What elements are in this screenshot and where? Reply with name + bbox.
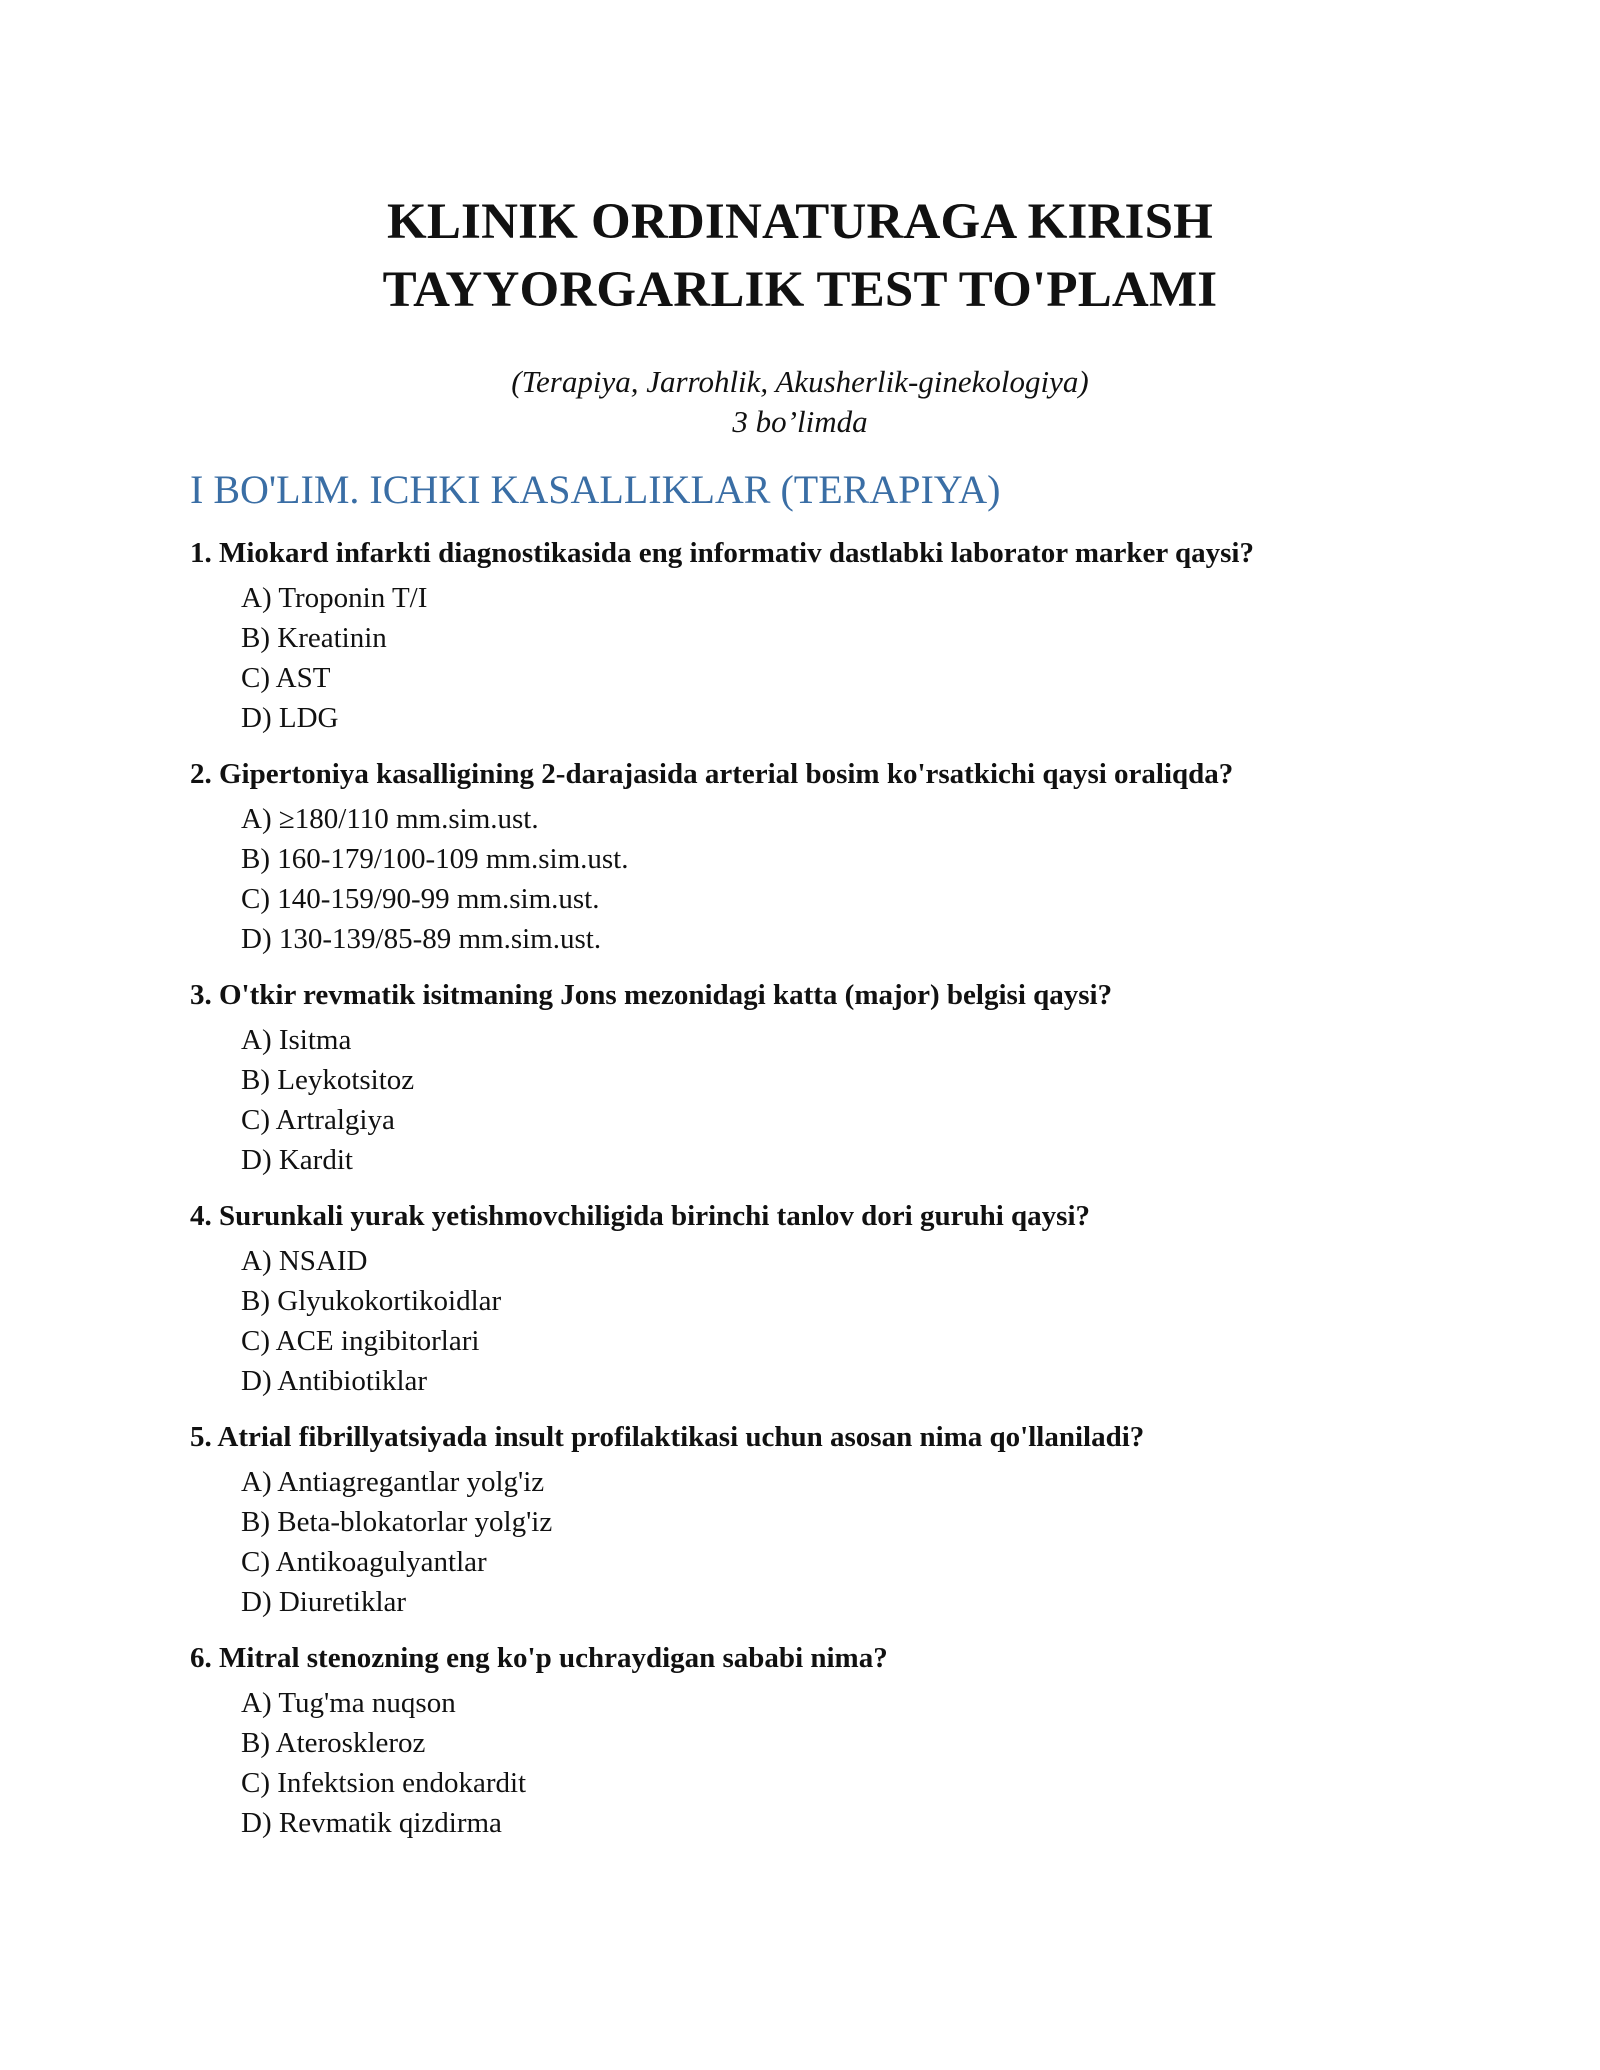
option-c: C) Infektsion endokardit	[241, 1767, 527, 1799]
question-text: 6. Mitral stenozning eng ko'p uchraydigan sababi nima?	[190, 1642, 888, 1674]
option-a: A) ≥180/110 mm.sim.ust.	[241, 803, 539, 835]
option-b: B) Kreatinin	[241, 622, 387, 654]
document-subtitle	[0, 362, 1600, 442]
question-text: 3. O'tkir revmatik isitmaning Jons mezonidagi katta (major) belgisi qaysi?	[190, 979, 1113, 1011]
option-c: C) ACE ingibitorlari	[241, 1325, 480, 1357]
option-c: C) Antikoagulyantlar	[241, 1546, 487, 1578]
question-1	[190, 528, 1490, 749]
question-text: 5. Atrial fibrillyatsiyada insult profilaktikasi uchun asosan nima qo'llaniladi?	[190, 1421, 1145, 1453]
option-c: C) Artralgiya	[241, 1104, 395, 1136]
option-list	[190, 1683, 1490, 1843]
question-list	[190, 528, 1490, 1854]
option-d: D) Revmatik qizdirma	[241, 1807, 502, 1839]
option-d: D) LDG	[241, 702, 339, 734]
option-d: D) Kardit	[241, 1144, 353, 1176]
option-b: B) Glyukokortikoidlar	[241, 1285, 502, 1317]
option-a: A) Tug'ma nuqson	[241, 1687, 456, 1719]
option-c: C) AST	[241, 662, 331, 694]
option-list	[190, 1020, 1490, 1180]
title-line-1: KLINIK ORDINATURAGA KIRISH	[386, 194, 1214, 250]
subtitle-line-2: 3 bo’limda	[732, 404, 868, 439]
option-c: C) 140-159/90-99 mm.sim.ust.	[241, 883, 600, 915]
option-a: A) Isitma	[241, 1024, 352, 1056]
question-text: 4. Surunkali yurak yetishmovchiligida birinchi tanlov dori guruhi qaysi?	[190, 1200, 1091, 1232]
option-d: D) Diuretiklar	[241, 1586, 407, 1618]
option-b: B) Beta-blokatorlar yolg'iz	[241, 1506, 553, 1538]
option-d: D) Antibiotiklar	[241, 1365, 428, 1397]
option-a: A) Troponin T/I	[241, 582, 428, 614]
section-heading: I BO'LIM. ICHKI KASALLIKLAR (TERAPIYA)	[190, 467, 1001, 512]
question-5	[190, 1412, 1490, 1633]
question-text: 2. Gipertoniya kasalligining 2-darajasida arterial bosim ko'rsatkichi qaysi oraliqda?	[190, 758, 1234, 790]
question-6	[190, 1633, 1490, 1854]
option-list	[190, 799, 1490, 959]
question-3	[190, 970, 1490, 1191]
option-a: A) NSAID	[241, 1245, 368, 1277]
question-text: 1. Miokard infarkti diagnostikasida eng informativ dastlabki laborator marker qaysi?	[190, 537, 1254, 569]
option-d: D) 130-139/85-89 mm.sim.ust.	[241, 923, 602, 955]
document-title	[0, 188, 1600, 324]
option-b: B) Leykotsitoz	[241, 1064, 415, 1096]
title-line-2: TAYYORGARLIK TEST TO'PLAMI	[382, 262, 1218, 318]
option-list	[190, 1241, 1490, 1401]
question-2	[190, 749, 1490, 970]
option-list	[190, 1462, 1490, 1622]
option-list	[190, 578, 1490, 738]
subtitle-line-1: (Terapiya, Jarrohlik, Akusherlik-ginekologiya)	[511, 364, 1089, 399]
option-b: B) 160-179/100-109 mm.sim.ust.	[241, 843, 629, 875]
question-4	[190, 1191, 1490, 1412]
option-a: A) Antiagregantlar yolg'iz	[241, 1466, 545, 1498]
option-b: B) Ateroskleroz	[241, 1727, 426, 1759]
